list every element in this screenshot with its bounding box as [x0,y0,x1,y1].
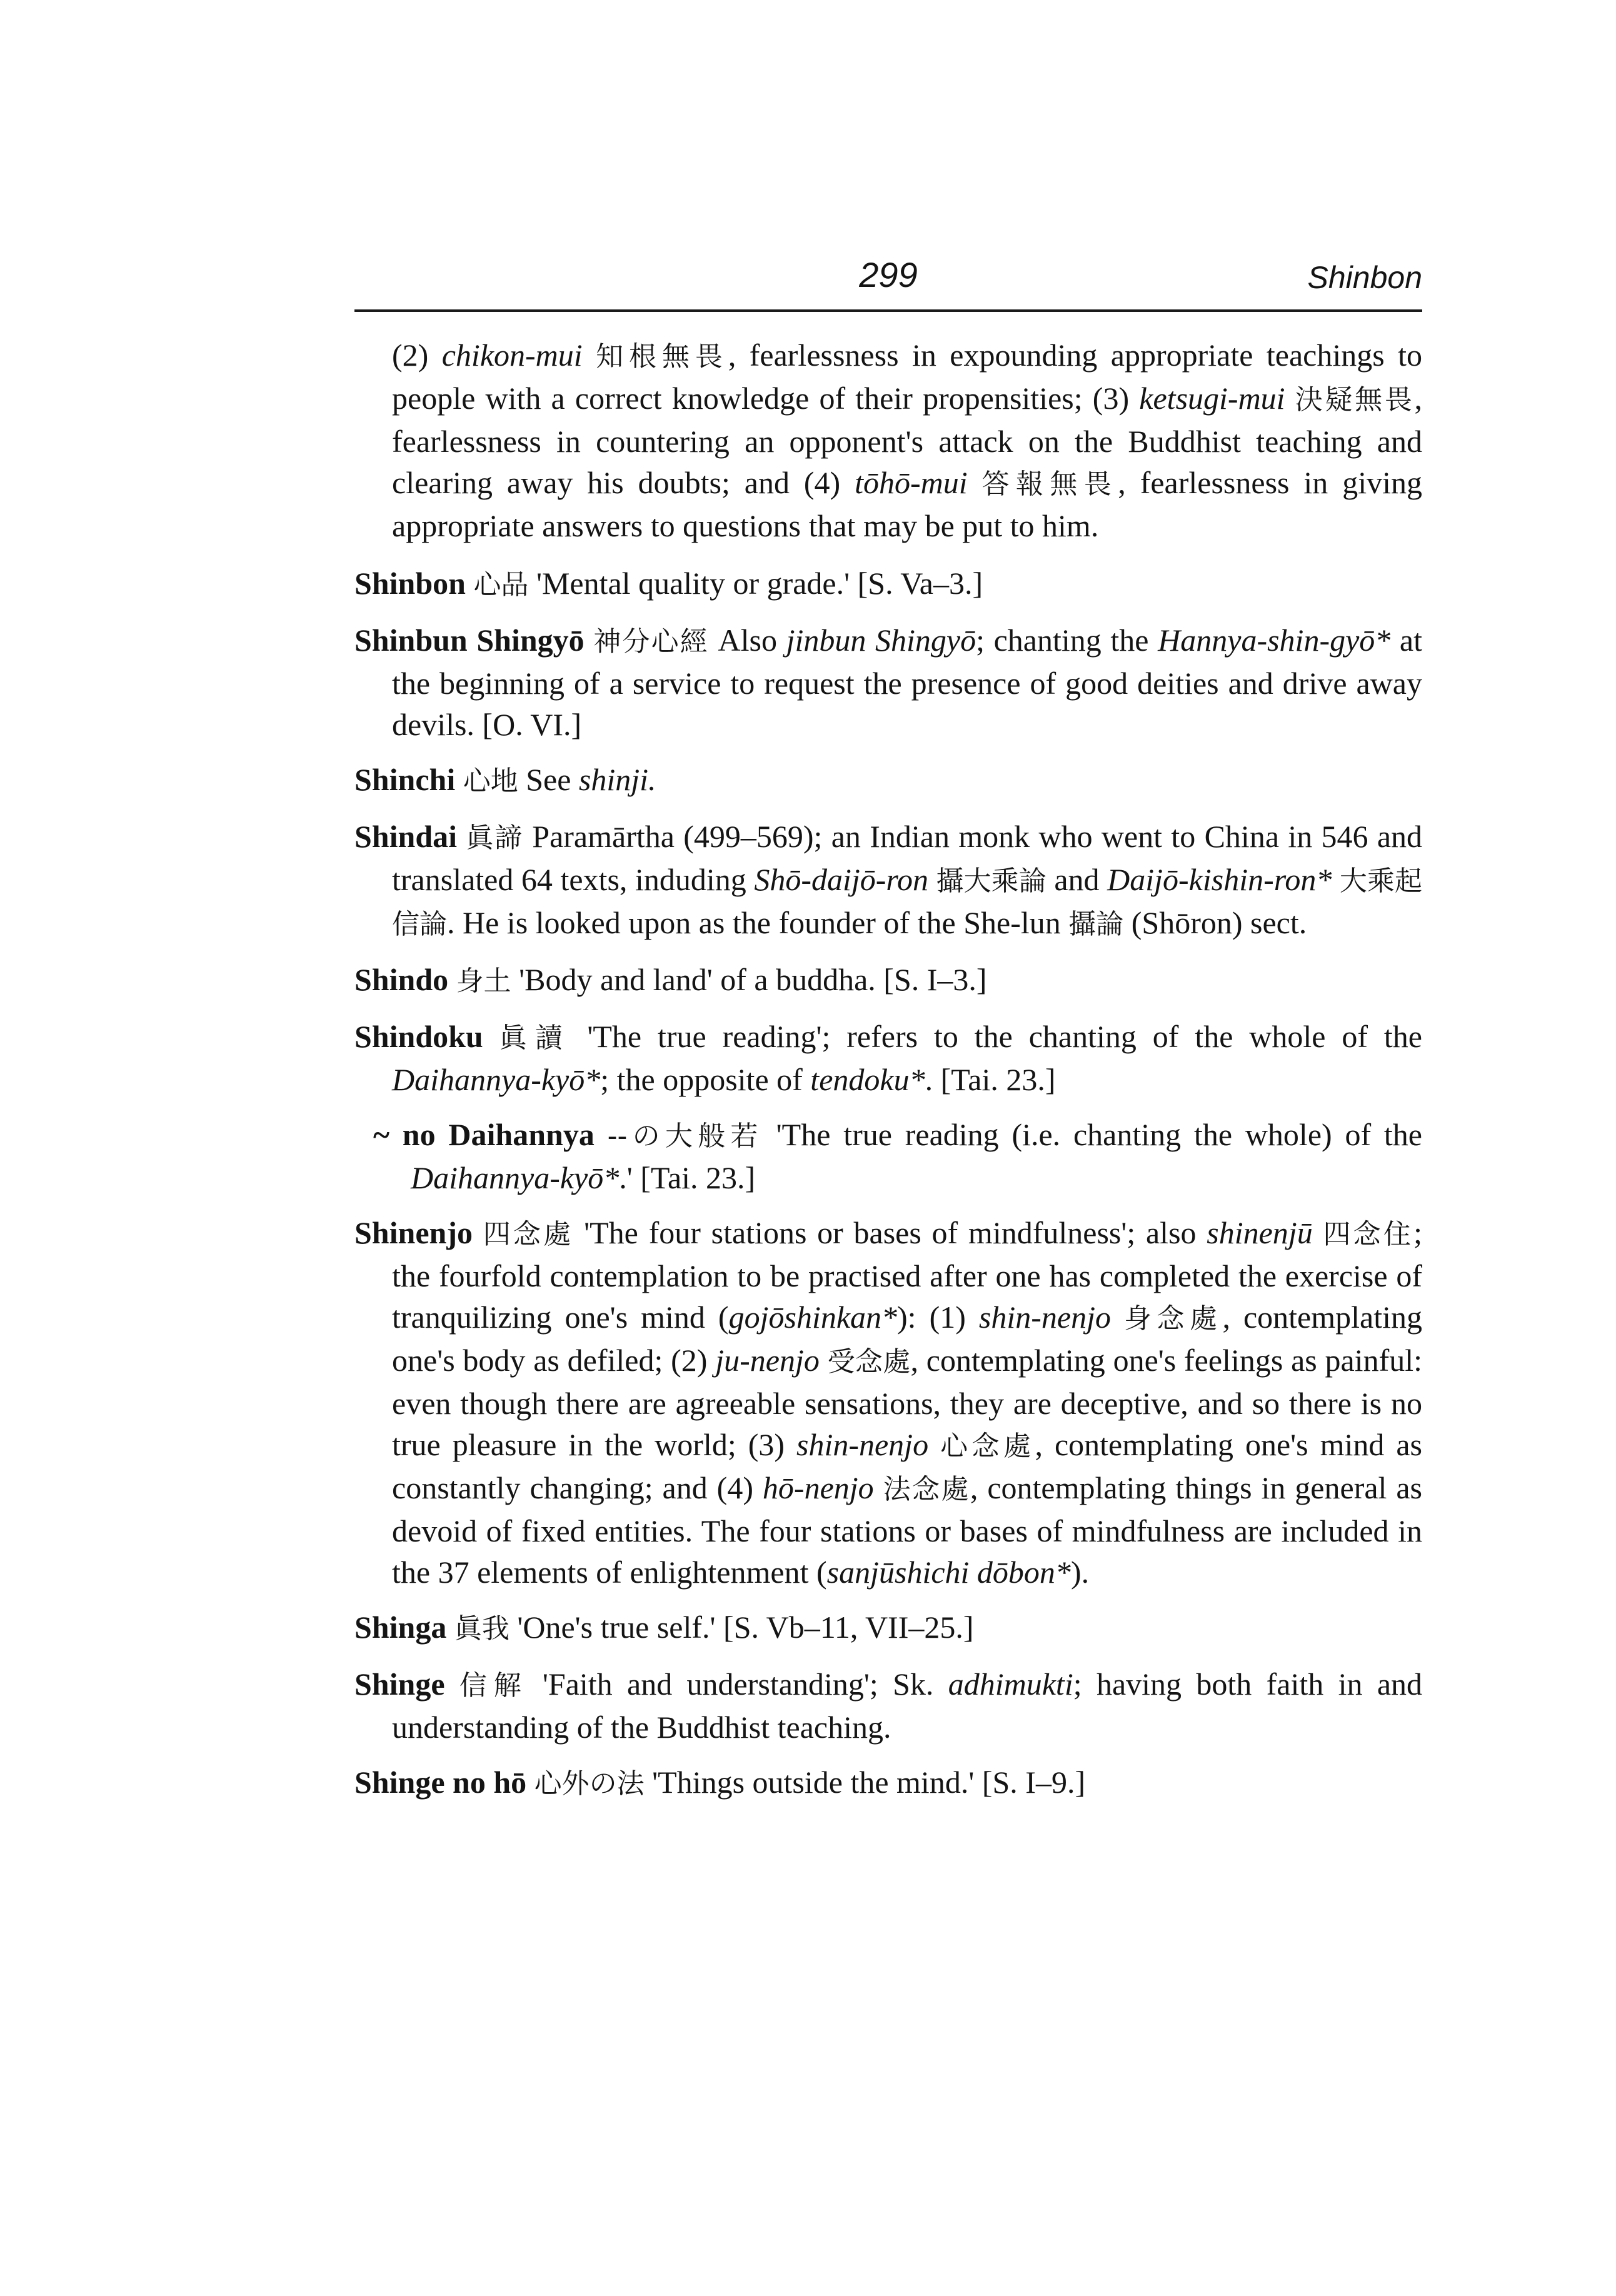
page-number: 299 [859,255,918,294]
entry-kanji: 眞讀 [499,1022,571,1054]
entry-kanji: --の大般若 [607,1120,763,1152]
entry-shinga: Shinga 眞我 'One's true self.' [S. Vb–11, VII–25.] [354,1610,974,1645]
entry-headword: Shinga [354,1610,447,1645]
page-header [354,247,1422,312]
entry-headword: ~ no Daihannya [373,1117,595,1152]
entry-headword: Shinge no hō [354,1765,527,1800]
entry-headword: Shinbon [354,566,466,601]
entry-kanji: 神分心經 [593,626,709,658]
entry-no-daihannya: ~ no Daihannya --の大般若 'The true reading (i.e. chanting the whole) of the Daihannya-kyō*.' [Tai. 23.] [373,1117,1422,1195]
entry-headword: Shinbun Shingyō [354,623,585,658]
entry-shindoku: Shindoku 眞讀 'The true reading'; refers to the chanting of the whole of the Daihannya-kyō*; the opposite of tendoku*. [Tai. 23.] [354,1019,1423,1097]
entry-headword: Shinge [354,1667,445,1702]
entry-shinge-no-ho: Shinge no hō 心外の法 'Things outside the mind.' [S. I–9.] [354,1765,1086,1800]
entry-kanji: 信解 [459,1670,528,1702]
entry-kanji: 心品 [473,569,529,601]
entry-headword: Shindoku [354,1019,483,1054]
entry-shindai: Shindai 眞諦 Paramārtha (499–569); an Indian monk who went to China in 546 and translated 64 texts, induding Shō-daijō-ron 攝大乘論 and Daijō-kishin-ron* 大乘起信論. He is looked upon as the founder of the She-lun 攝論 (Shōron) sect. [354,819,1423,940]
entry-kanji: 心外の法 [534,1768,645,1800]
entry-kanji: 眞諦 [466,822,523,854]
entry-shinchi: Shinchi 心地 See shinji. [354,762,656,797]
entry-kanji: 身土 [456,965,511,997]
entry-shinbun-shingyo: Shinbun Shingyō 神分心經 Also jinbun Shingyō; chanting the Hannya-shin-gyō* at the beginning of a service to request the presence of good deities and drive away devils. [O. VI.] [354,623,1423,742]
entry-shinbon: Shinbon 心品 'Mental quality or grade.' [S. Va–3.] [354,566,983,601]
entry-continuation: (2) chikon-mui 知根無畏, fearlessness in expounding appropriate teachings to people with a correct knowledge of their propensities; (3) ketsugi-mui 決疑無畏, fearlessness in countering an opponent's attack on the Buddhist teaching and clearing away his doubts; and (4) tōhō-mui 答報無畏, fearlessness in giving appropriate answers to questions that may be put to him. [392,338,1423,543]
entry-shinenjo: Shinenjo 四念處 'The four stations or bases of mindfulness'; also shinenjū 四念住; the fourfold contemplation to be practised after one has completed the exercise of tranquilizing one's mind (gojōshinkan*): (1) shin-nenjo 身念處, contemplating one's body as defiled; (2) ju-nenjo 受念處, contemplating one's feelings as painful: even though there are agreeable sensations, they are deceptive, and so there is no true pleasure in the world; (3) shin-nenjo 心念處, contemplating one's mind as constantly changing; and (4) hō-nenjo 法念處, contemplating things in general as devoid of fixed entities. The four stations or bases of mindfulness are included in the 37 elements of enlightenment (sanjūshichi dōbon*). [354,1215,1423,1590]
running-head: Shinbon [1307,260,1422,295]
entry-kanji: 四念處 [483,1218,574,1250]
entry-headword: Shindai [354,819,458,854]
entry-kanji: 心地 [463,765,518,797]
dictionary-entries [354,334,1422,1818]
entry-shinge: Shinge 信解 'Faith and understanding'; Sk. adhimukti; having both faith in and understanding of the Buddhist teaching. [354,1667,1423,1745]
entry-headword: Shindo [354,962,449,997]
entry-shindo: Shindo 身土 'Body and land' of a buddha. [S. I–3.] [354,962,987,997]
entry-headword: Shinenjo [354,1215,473,1250]
entry-kanji: 眞我 [454,1613,509,1645]
entry-headword: Shinchi [354,762,456,797]
